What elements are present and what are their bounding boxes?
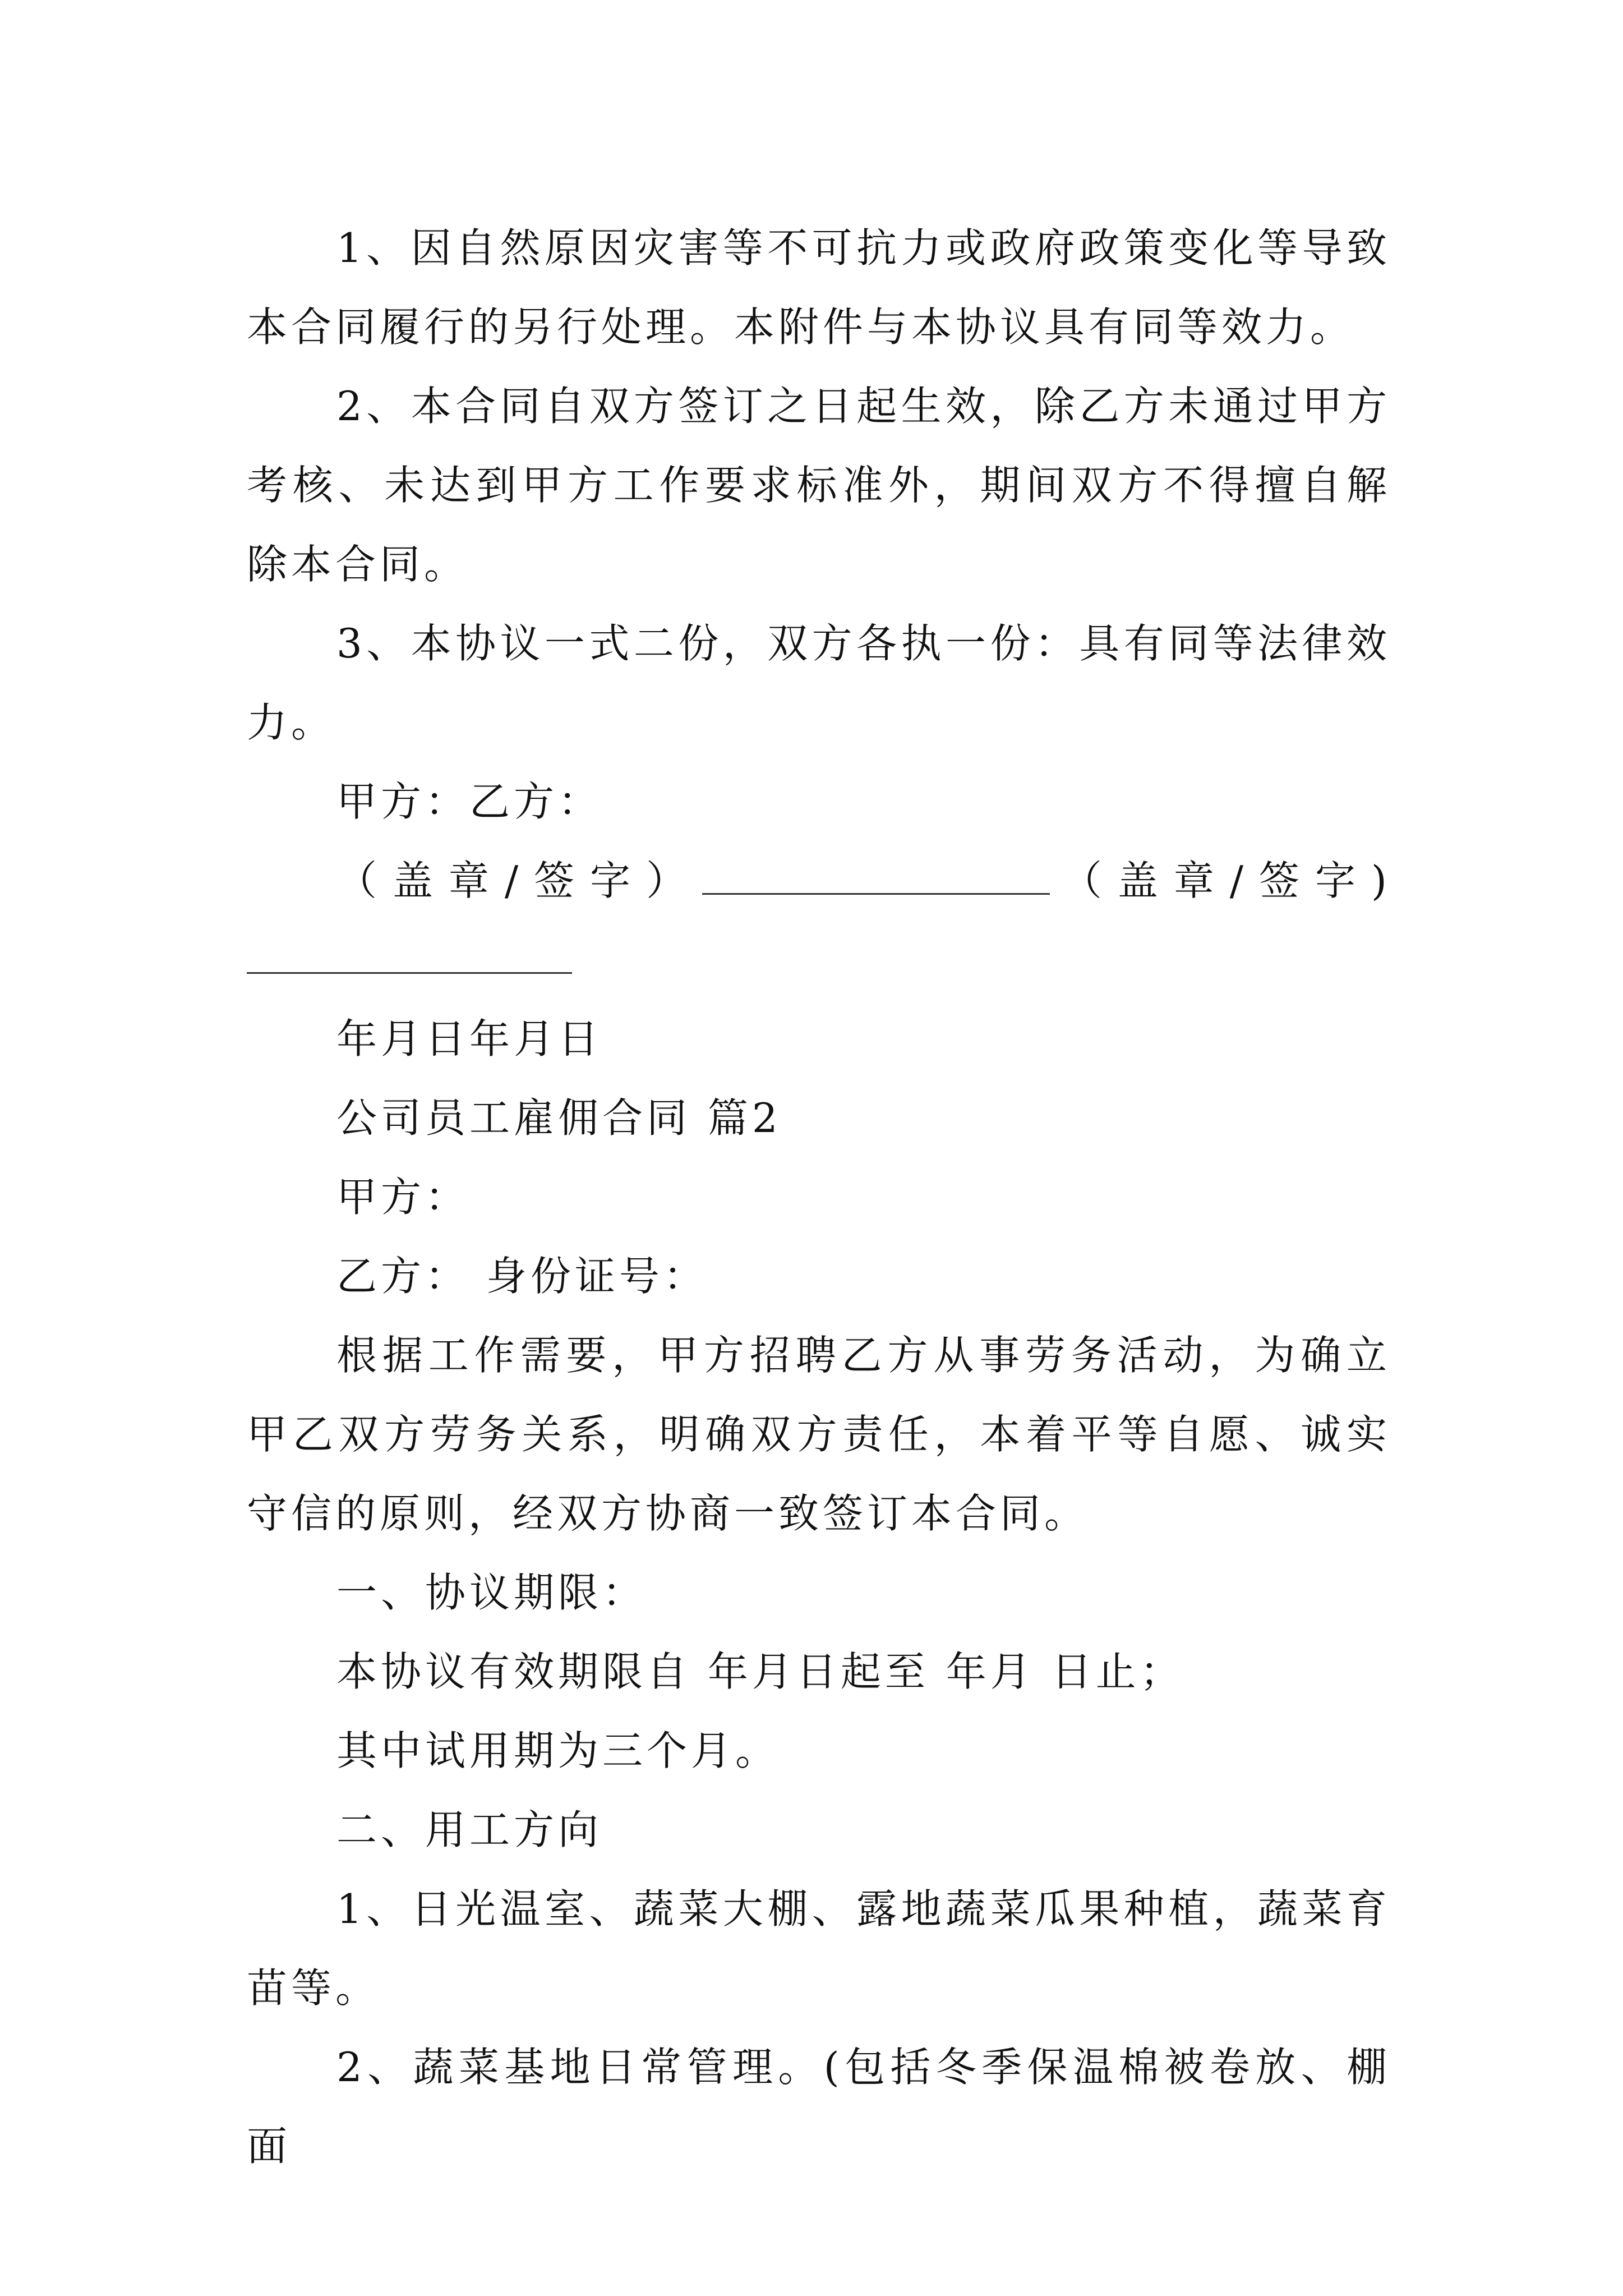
heading-term: 一、协议期限： — [336, 1569, 647, 1616]
party-a-label: 甲方： — [336, 1174, 470, 1221]
party-b-stamp-label: （盖章/签字) — [1049, 857, 1391, 904]
party-b-id-label: 乙方： 身份证号： — [336, 1253, 708, 1300]
clause-effective-date: 2、本合同自双方签订之日起生效，除乙方未通过甲方考核、未达到甲方工作要求标准外，期间双方不得擅自解除本合同。 — [247, 383, 1391, 588]
document-body — [247, 209, 1391, 2186]
term-period: 本协议有效期限自 年月日起至 年月 日止； — [336, 1648, 1184, 1695]
clause-copies: 3、本协议一式二份，双方各执一份：具有同等法律效力。 — [247, 620, 1391, 746]
heading-work-direction: 二、用工方向 — [336, 1806, 603, 1853]
party-a-stamp-label: （盖章/签字） — [336, 857, 702, 904]
section-title: 公司员工雇佣合同 篇2 — [336, 1094, 782, 1142]
parties-line: 甲方：乙方： — [336, 778, 603, 825]
party-b-signature-blank — [247, 941, 572, 974]
clause-force-majeure: 1、因自然原因灾害等不可抗力或政府政策变化等导致本合同履行的另行处理。本附件与本协议具有同等效力。 — [247, 224, 1391, 351]
probation-period: 其中试用期为三个月。 — [336, 1727, 780, 1774]
work-item-2: 2、蔬菜基地日常管理。(包括冬季保温棉被卷放、棚面 — [247, 2044, 1391, 2170]
date-line: 年月日年月日 — [336, 1015, 603, 1062]
party-a-signature-blank — [702, 862, 1050, 895]
preamble: 根据工作需要，甲方招聘乙方从事劳务活动，为确立甲乙双方劳务关系，明确双方责任，本着平等自愿、诚实守信的原则，经双方协商一致签订本合同。 — [247, 1332, 1391, 1537]
signature-line — [247, 841, 1391, 1000]
work-item-1: 1、日光温室、蔬菜大棚、露地蔬菜瓜果种植，蔬菜育苗等。 — [247, 1885, 1391, 2012]
